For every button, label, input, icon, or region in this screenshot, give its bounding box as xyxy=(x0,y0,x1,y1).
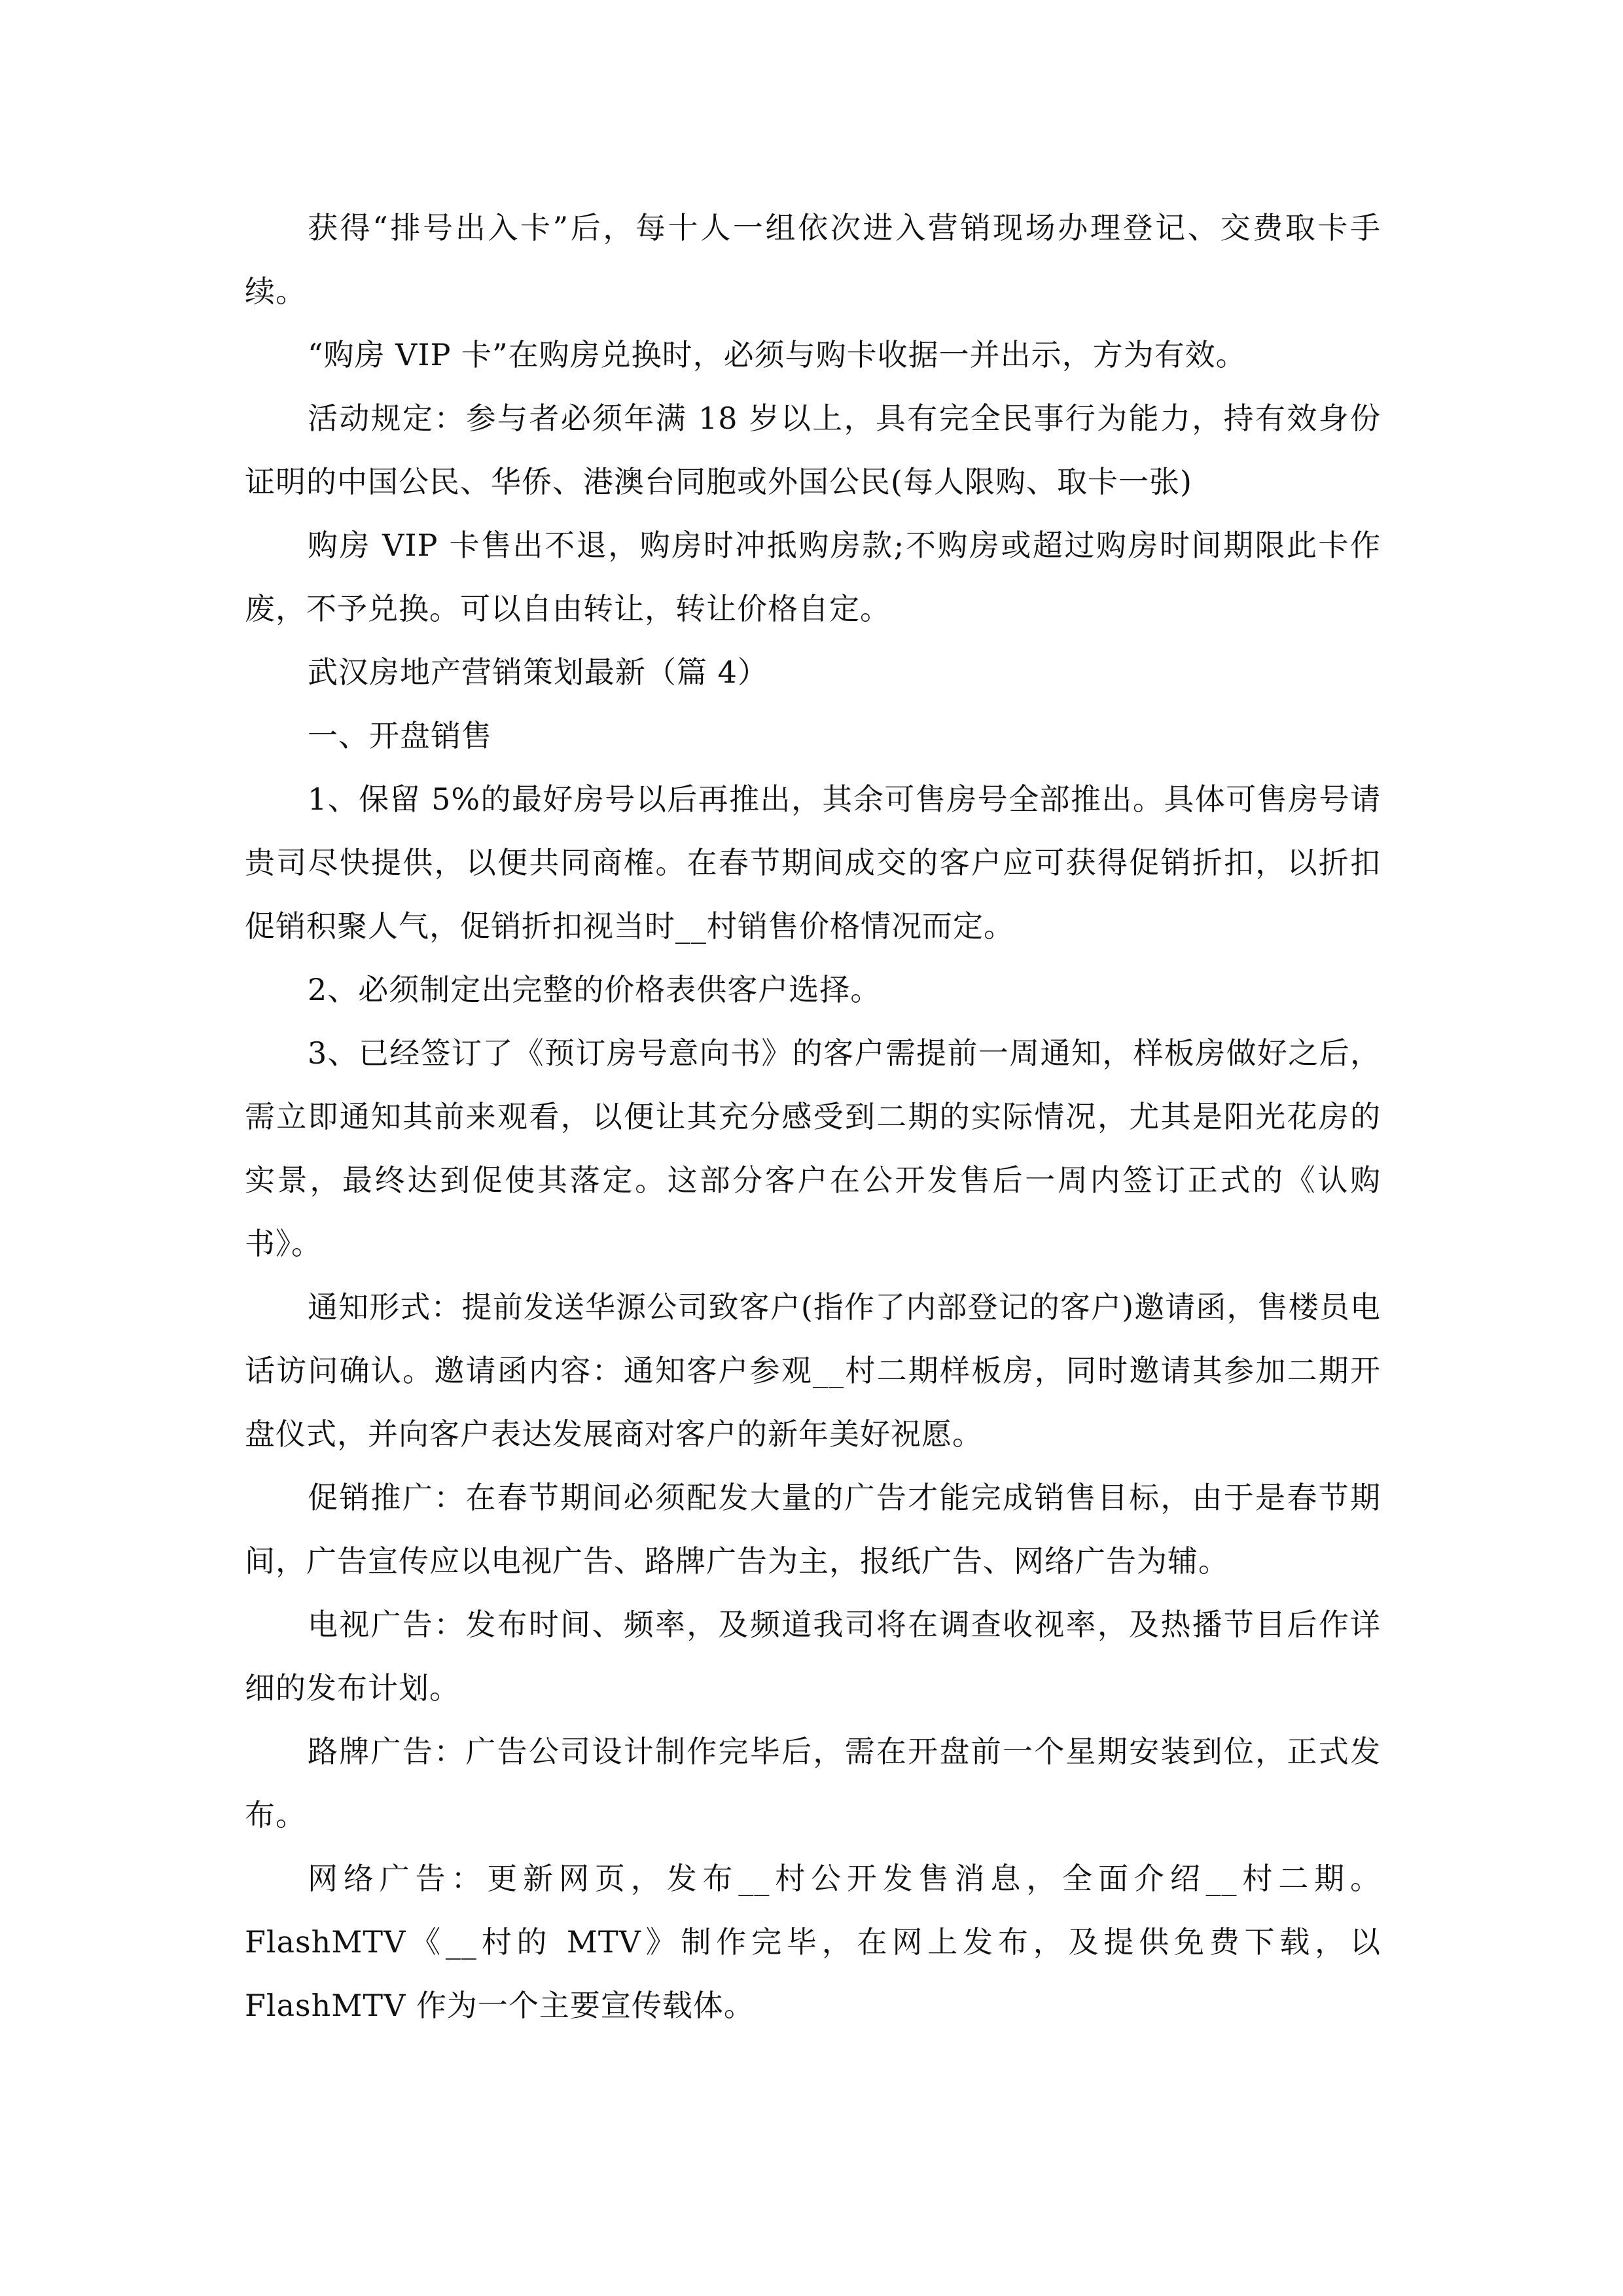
paragraph-vip-card-refund: 购房 VIP 卡售出不退，购房时冲抵购房款;不购房或超过购房时间期限此卡作废，不予兑换。可以自由转让，转让价格自定。 xyxy=(245,528,1381,626)
paragraph-notification-form: 通知形式：提前发送华源公司致客户(指作了内部登记的客户)邀请函，售楼员电话访问确认。邀请函内容：通知客户参观__村二期样板房，同时邀请其参加二期开盘仪式，并向客户表达发展商对客户的新年美好祝愿。 xyxy=(245,1289,1381,1452)
paragraph-promotion: 促销推广：在春节期间必须配发大量的广告才能完成销售目标，由于是春节期间，广告宣传应以电视广告、路牌广告为主，报纸广告、网络广告为辅。 xyxy=(245,1480,1381,1579)
paragraph-activity-rules: 活动规定：参与者必须年满 18 岁以上，具有完全民事行为能力，持有效身份证明的中国公民、华侨、港澳台同胞或外国公民(每人限购、取卡一张) xyxy=(245,401,1381,499)
document-body xyxy=(245,196,1381,2037)
paragraph-billboard-ads: 路牌广告：广告公司设计制作完毕后，需在开盘前一个星期安装到位，正式发布。 xyxy=(245,1734,1381,1833)
paragraph-online-ads: 网络广告：更新网页，发布__村公开发售消息，全面介绍__村二期。FlashMTV《__村的 MTV》制作完毕，在网上发布，及提供免费下载，以 FlashMTV 作为一个主要宣传载体。 xyxy=(245,1861,1381,2023)
paragraph-tv-ads: 电视广告：发布时间、频率，及频道我司将在调查收视率，及热播节目后作详细的发布计划。 xyxy=(245,1607,1381,1706)
section-heading-opening-sales: 一、开盘销售 xyxy=(308,718,492,753)
paragraph-exchange-card-procedure: 获得“排号出入卡”后，每十人一组依次进入营销现场办理登记、交费取卡手续。 xyxy=(245,210,1381,309)
section-title: 武汉房地产营销策划最新（篇 4） xyxy=(308,655,768,690)
paragraph-vip-card-validity: “购房 VIP 卡”在购房兑换时，必须与购卡收据一并出示，方为有效。 xyxy=(308,337,1247,372)
paragraph-item-1: 1、保留 5%的最好房号以后再推出，其余可售房号全部推出。具体可售房号请贵司尽快提供，以便共同商榷。在春节期间成交的客户应可获得促销折扣，以折扣促销积聚人气，促销折扣视当时__村销售价格情况而定。 xyxy=(245,781,1381,944)
paragraph-item-3: 3、已经签订了《预订房号意向书》的客户需提前一周通知，样板房做好之后，需立即通知其前来观看，以便让其充分感受到二期的实际情况，尤其是阳光花房的实景，最终达到促使其落定。这部分客户在公开发售后一周内签订正式的《认购书》。 xyxy=(245,1035,1381,1261)
paragraph-item-2: 2、必须制定出完整的价格表供客户选择。 xyxy=(308,972,882,1007)
